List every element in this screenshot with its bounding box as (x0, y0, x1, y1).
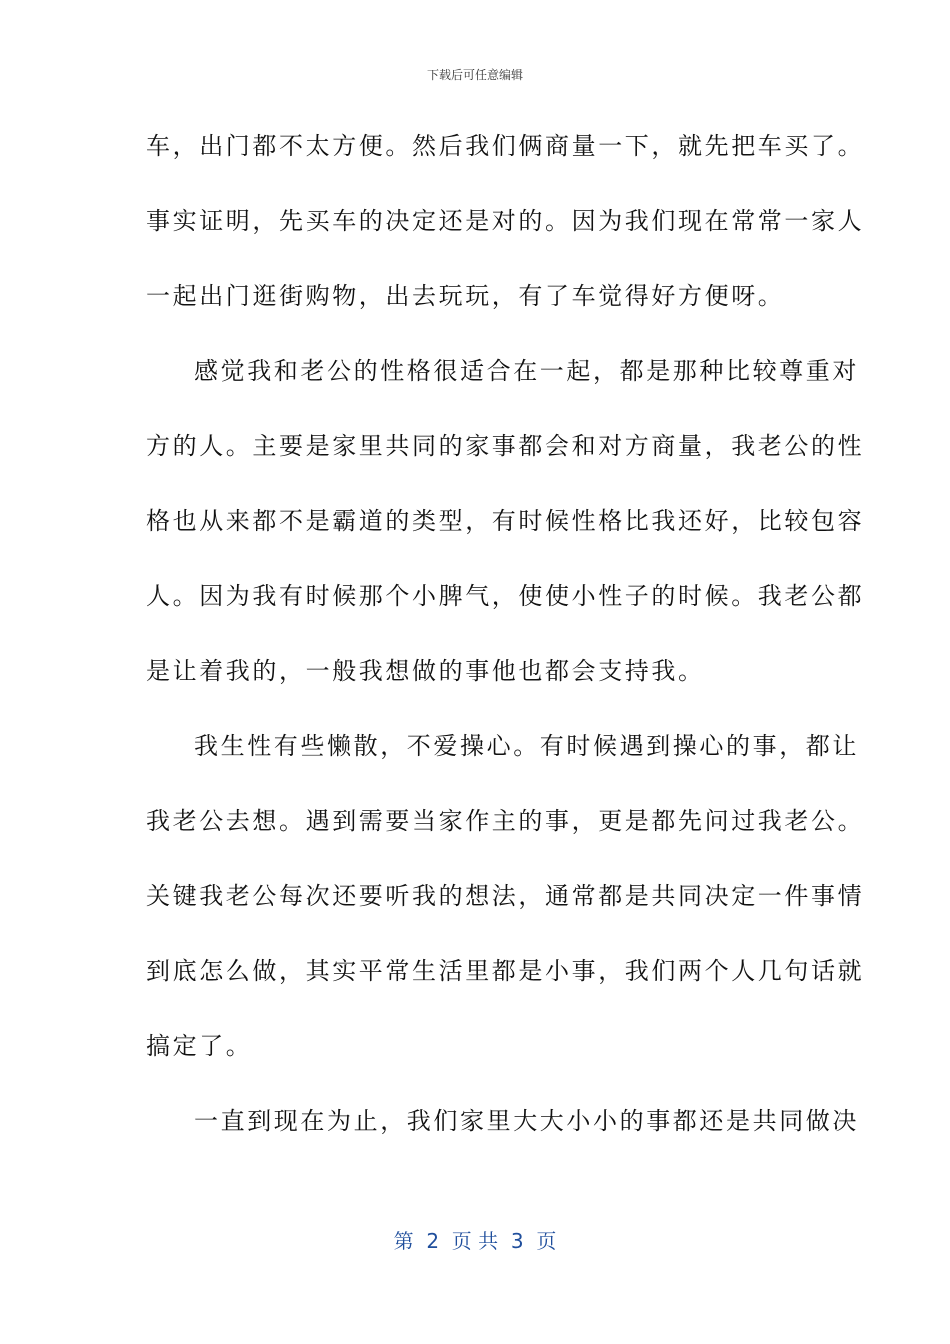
text-line: 感觉我和老公的性格很适合在一起，都是那种比较尊重对 (194, 357, 859, 385)
text-line: 搞定了。 (146, 1032, 253, 1060)
text-line: 一直到现在为止，我们家里大大小小的事都还是共同做决 (194, 1107, 859, 1135)
text-line: 方的人。主要是家里共同的家事都会和对方商量，我老公的性 (146, 432, 865, 460)
text-line: 车，出门都不太方便。然后我们俩商量一下，就先把车买了。 (146, 132, 865, 160)
text-line: 到底怎么做，其实平常生活里都是小事，我们两个人几句话就 (146, 957, 865, 985)
text-line: 我生性有些懒散，不爱操心。有时候遇到操心的事，都让 (194, 732, 859, 760)
text-line: 一起出门逛街购物，出去玩玩，有了车觉得好方便呀。 (146, 282, 785, 310)
text-line: 我老公去想。遇到需要当家作主的事，更是都先问过我老公。 (146, 807, 865, 835)
page-number-footer: 第 2 页 共 3 页 (393, 1229, 557, 1253)
text-line: 关键我老公每次还要听我的想法，通常都是共同决定一件事情 (146, 882, 865, 910)
text-line: 人。因为我有时候那个小脾气，使使小性子的时候。我老公都 (146, 582, 865, 610)
text-line: 事实证明，先买车的决定还是对的。因为我们现在常常一家人 (146, 207, 865, 235)
document-body (146, 125, 865, 1175)
text-line: 格也从来都不是霸道的类型，有时候性格比我还好，比较包容 (146, 507, 865, 535)
text-line: 是让着我的，一般我想做的事他也都会支持我。 (146, 657, 705, 685)
page-header: 下载后可任意编辑 (426, 68, 523, 82)
